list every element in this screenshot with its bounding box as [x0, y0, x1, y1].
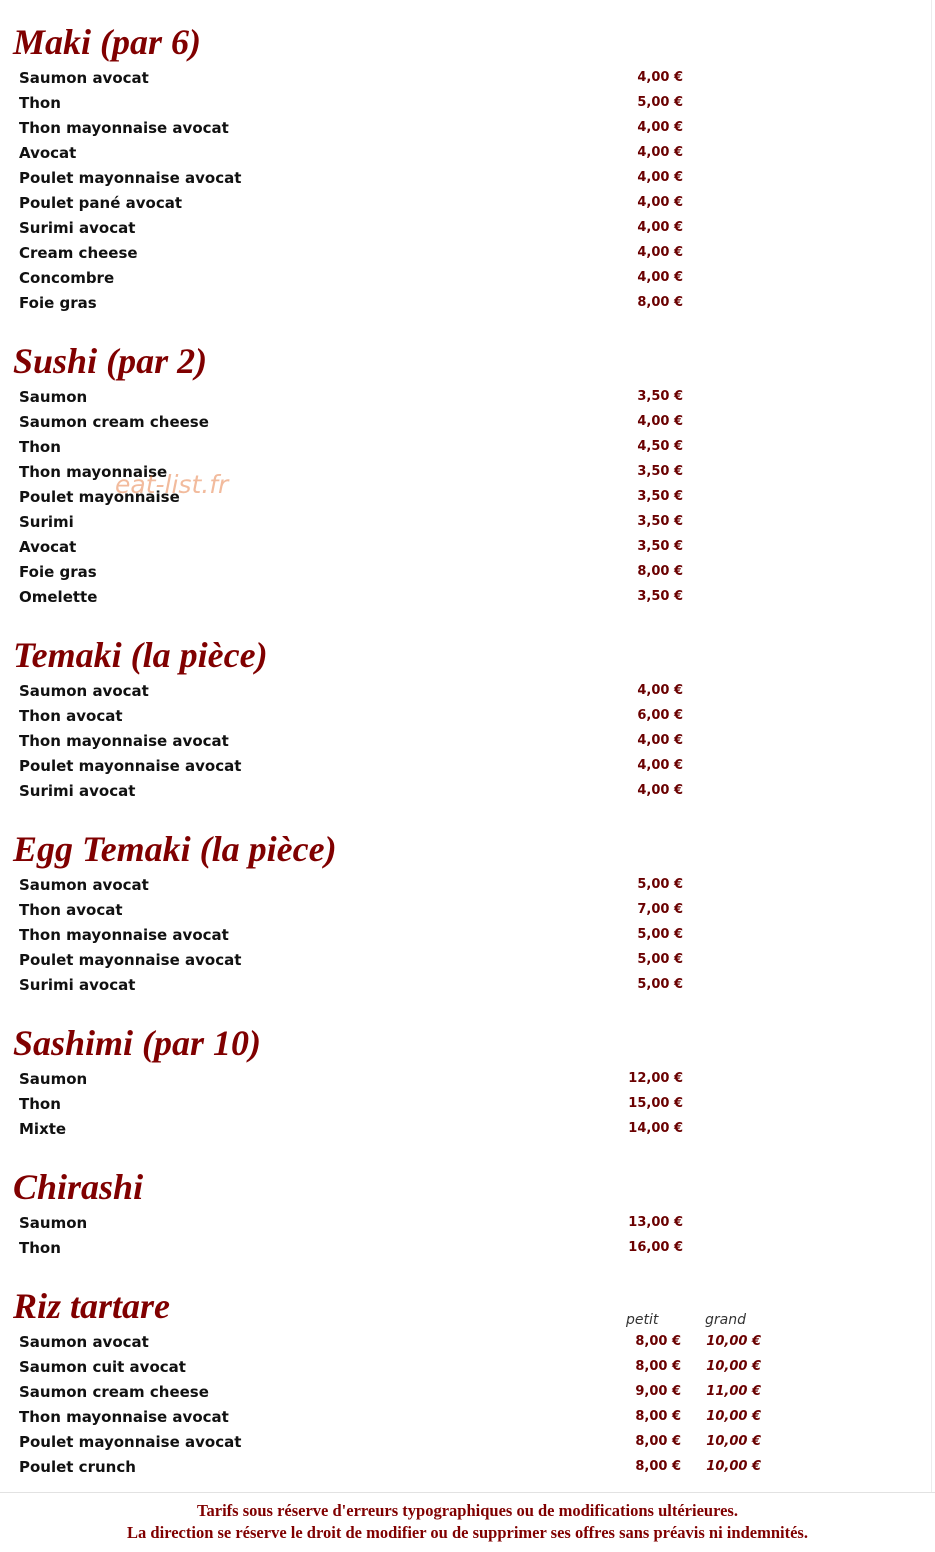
- menu-item: [0, 1382, 931, 1407]
- section-title: Temaki (la pièce): [13, 635, 268, 675]
- item-price: 3,50 €: [637, 539, 683, 554]
- menu-item: [0, 925, 931, 950]
- item-price: 4,00 €: [637, 414, 683, 429]
- item-name: Poulet mayonnaise avocat: [19, 951, 242, 969]
- item-price-grand: 10,00 €: [706, 1434, 761, 1449]
- item-price-grand: 10,00 €: [706, 1459, 761, 1474]
- item-price: 3,50 €: [637, 589, 683, 604]
- item-name: Saumon avocat: [19, 1333, 149, 1351]
- item-price: 4,00 €: [637, 195, 683, 210]
- menu-item: [0, 193, 931, 218]
- item-price: 5,00 €: [637, 977, 683, 992]
- item-name: Thon mayonnaise avocat: [19, 1408, 229, 1426]
- item-list: [0, 1069, 931, 1144]
- menu-item: [0, 243, 931, 268]
- item-name: Thon avocat: [19, 707, 123, 725]
- menu-item: [0, 462, 931, 487]
- item-price: 4,00 €: [637, 120, 683, 135]
- item-price: 4,00 €: [637, 758, 683, 773]
- item-name: Thon avocat: [19, 901, 123, 919]
- item-name: Thon: [19, 1239, 61, 1257]
- page-edge-line: [931, 0, 932, 1492]
- item-name: Omelette: [19, 588, 98, 606]
- item-price: 4,00 €: [637, 245, 683, 260]
- item-name: Thon: [19, 1095, 61, 1113]
- item-name: Saumon cream cheese: [19, 413, 209, 431]
- item-name: Poulet crunch: [19, 1458, 136, 1476]
- menu-item: [0, 512, 931, 537]
- item-price: 5,00 €: [637, 927, 683, 942]
- item-list: [0, 875, 931, 1000]
- disclaimer-line-1: Tarifs sous réserve d'erreurs typographiques ou de modifications ultérieures.: [197, 1501, 738, 1520]
- watermark: eat-list.fr: [115, 470, 229, 499]
- menu-item: [0, 437, 931, 462]
- menu-item: [0, 537, 931, 562]
- item-name: Foie gras: [19, 563, 97, 581]
- item-price-petit: 8,00 €: [635, 1334, 681, 1349]
- item-price: 4,50 €: [637, 439, 683, 454]
- menu-item: [0, 387, 931, 412]
- menu-item: [0, 68, 931, 93]
- item-list: [0, 387, 931, 612]
- item-name: Thon mayonnaise avocat: [19, 732, 229, 750]
- menu-item: [0, 1407, 931, 1432]
- item-list: [0, 1332, 931, 1482]
- item-name: Saumon avocat: [19, 682, 149, 700]
- item-price-grand: 11,00 €: [706, 1384, 761, 1399]
- item-name: Surimi: [19, 513, 74, 531]
- item-list: [0, 681, 931, 806]
- item-name: Poulet mayonnaise: [19, 488, 180, 506]
- item-price: 4,00 €: [637, 783, 683, 798]
- item-price: 13,00 €: [628, 1215, 683, 1230]
- menu-item: [0, 1238, 931, 1263]
- item-price: 7,00 €: [637, 902, 683, 917]
- item-price: 5,00 €: [637, 877, 683, 892]
- footer-divider: [0, 1492, 935, 1493]
- menu-item: [0, 587, 931, 612]
- item-price: 4,00 €: [637, 683, 683, 698]
- item-price: 6,00 €: [637, 708, 683, 723]
- item-name: Thon mayonnaise avocat: [19, 926, 229, 944]
- item-price: 3,50 €: [637, 389, 683, 404]
- section-title: Riz tartare: [13, 1286, 171, 1326]
- item-price: 3,50 €: [637, 464, 683, 479]
- item-name: Thon mayonnaise: [19, 463, 168, 481]
- section-title: Sashimi (par 10): [13, 1023, 262, 1063]
- menu-item: [0, 218, 931, 243]
- column-header-petit: petit: [626, 1312, 659, 1328]
- item-name: Poulet mayonnaise avocat: [19, 1433, 242, 1451]
- item-name: Saumon: [19, 1070, 88, 1088]
- item-name: Concombre: [19, 269, 115, 287]
- item-name: Poulet pané avocat: [19, 194, 183, 212]
- menu-item: [0, 93, 931, 118]
- item-price: 3,50 €: [637, 514, 683, 529]
- menu-item: [0, 950, 931, 975]
- item-price-petit: 8,00 €: [635, 1359, 681, 1374]
- item-price: 8,00 €: [637, 295, 683, 310]
- disclaimer-line-2: La direction se réserve le droit de modifier ou de supprimer ses offres sans préavis ni indemnités.: [127, 1523, 808, 1542]
- menu-item: [0, 875, 931, 900]
- item-name: Foie gras: [19, 294, 97, 312]
- item-price: 5,00 €: [637, 952, 683, 967]
- menu-item: [0, 412, 931, 437]
- item-name: Saumon avocat: [19, 876, 149, 894]
- item-name: Thon mayonnaise avocat: [19, 119, 229, 137]
- menu-item: [0, 168, 931, 193]
- item-price: 14,00 €: [628, 1121, 683, 1136]
- item-price: 4,00 €: [637, 270, 683, 285]
- item-name: Saumon: [19, 1214, 88, 1232]
- section-title: Sushi (par 2): [13, 341, 208, 381]
- item-price: 8,00 €: [637, 564, 683, 579]
- menu-item: [0, 562, 931, 587]
- item-name: Avocat: [19, 144, 77, 162]
- section-title: Egg Temaki (la pièce): [13, 829, 337, 869]
- item-price: 4,00 €: [637, 170, 683, 185]
- item-price: 16,00 €: [628, 1240, 683, 1255]
- item-name: Thon: [19, 94, 61, 112]
- item-list: [0, 1213, 931, 1263]
- menu-item: [0, 1432, 931, 1457]
- item-name: Thon: [19, 438, 61, 456]
- menu-item: [0, 1119, 931, 1144]
- item-price: 4,00 €: [637, 733, 683, 748]
- menu-item: [0, 143, 931, 168]
- menu-item: [0, 731, 931, 756]
- menu-item: [0, 293, 931, 318]
- item-name: Surimi avocat: [19, 219, 136, 237]
- item-price: 4,00 €: [637, 70, 683, 85]
- menu-item: [0, 1457, 931, 1482]
- item-price: 15,00 €: [628, 1096, 683, 1111]
- item-name: Poulet mayonnaise avocat: [19, 169, 242, 187]
- item-price: 4,00 €: [637, 145, 683, 160]
- disclaimer: [0, 1500, 935, 1544]
- item-price: 4,00 €: [637, 220, 683, 235]
- item-name: Surimi avocat: [19, 976, 136, 994]
- item-price-petit: 8,00 €: [635, 1459, 681, 1474]
- item-name: Saumon cream cheese: [19, 1383, 209, 1401]
- menu-item: [0, 975, 931, 1000]
- menu-item: [0, 1069, 931, 1094]
- menu-item: [0, 1094, 931, 1119]
- section-title: Maki (par 6): [13, 22, 201, 62]
- item-name: Surimi avocat: [19, 782, 136, 800]
- menu-item: [0, 118, 931, 143]
- menu-item: [0, 756, 931, 781]
- menu-item: [0, 681, 931, 706]
- item-price: 3,50 €: [637, 489, 683, 504]
- item-price-grand: 10,00 €: [706, 1409, 761, 1424]
- menu-item: [0, 1332, 931, 1357]
- menu-item: [0, 268, 931, 293]
- item-name: Saumon cuit avocat: [19, 1358, 186, 1376]
- item-price-grand: 10,00 €: [706, 1334, 761, 1349]
- item-name: Cream cheese: [19, 244, 138, 262]
- menu-item: [0, 706, 931, 731]
- item-name: Avocat: [19, 538, 77, 556]
- item-price-petit: 8,00 €: [635, 1409, 681, 1424]
- menu-item: [0, 487, 931, 512]
- item-price: 12,00 €: [628, 1071, 683, 1086]
- section-title: Chirashi: [13, 1167, 144, 1207]
- menu-item: [0, 1357, 931, 1382]
- item-price-petit: 8,00 €: [635, 1434, 681, 1449]
- item-list: [0, 68, 931, 318]
- item-name: Mixte: [19, 1120, 67, 1138]
- item-price-grand: 10,00 €: [706, 1359, 761, 1374]
- menu-item: [0, 900, 931, 925]
- item-price-petit: 9,00 €: [635, 1384, 681, 1399]
- menu-item: [0, 1213, 931, 1238]
- menu-item: [0, 781, 931, 806]
- item-name: Saumon avocat: [19, 69, 149, 87]
- column-header-grand: grand: [705, 1312, 746, 1328]
- item-price: 5,00 €: [637, 95, 683, 110]
- item-name: Saumon: [19, 388, 88, 406]
- item-name: Poulet mayonnaise avocat: [19, 757, 242, 775]
